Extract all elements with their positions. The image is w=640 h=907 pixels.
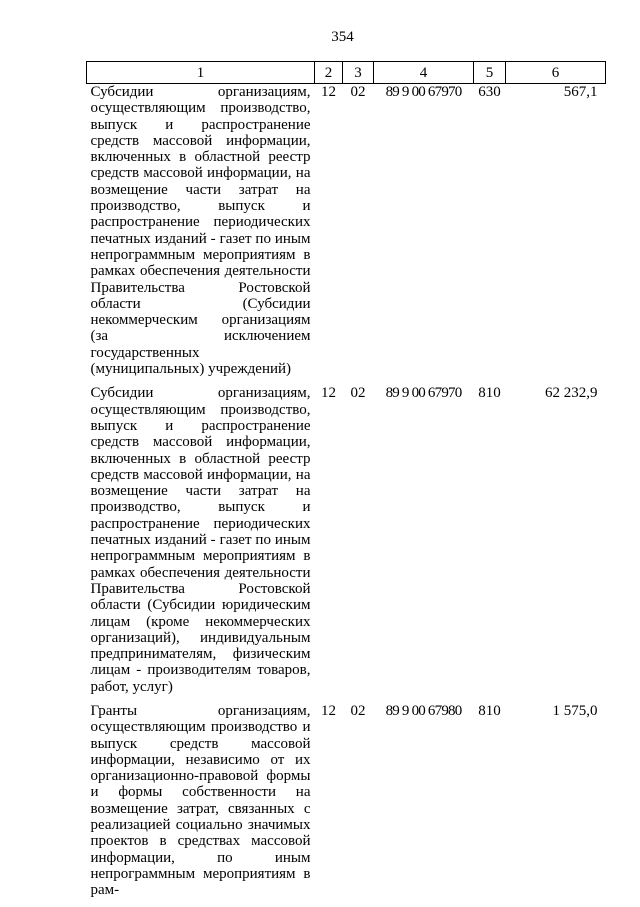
row-subsection: 02	[350, 702, 366, 719]
row-description: Субсидии организациям, осуществляющим производство, выпуск и распространение средств массовой информации, включенных в областной реестр средств массовой информации, на возмещение части затрат на производство, выпуск и распространение периодических печатных изданий - газет по иным непрограммным мероприятиям в рамках обеспечения деятельности Правительства Ростовской области (Субсидии некоммерческим организациям (за исключением государственных (муниципальных) учреждений)	[90, 84, 311, 378]
row-expense-type: 630	[478, 84, 501, 100]
row-description: Гранты организациям, осуществляющим производство и выпуск средств массовой информации, независимо от их организационно-правовой формы и формы собственности на возмещение затрат, связанных с реализацией социально значимых проектов в средствах массовой информации, по иным непрограммным мероприятиям в рам-	[90, 702, 311, 899]
row-amount: 62 232,9	[545, 385, 598, 402]
row-subsection: 02	[350, 385, 366, 402]
row-target-code: 89 9 00 67980	[385, 702, 462, 719]
column-header-6: 6	[506, 62, 606, 84]
row-target-code: 89 9 00 67970	[385, 84, 462, 100]
column-header-5: 5	[474, 62, 506, 84]
page-number: 354	[331, 29, 354, 45]
table-row	[87, 703, 606, 907]
row-expense-type: 810	[478, 385, 501, 402]
row-section: 12	[321, 702, 336, 719]
table-header-row	[87, 62, 606, 84]
budget-table	[86, 61, 606, 907]
column-header-3: 3	[343, 62, 374, 84]
row-subsection: 02	[350, 84, 366, 100]
column-header-4: 4	[374, 62, 474, 84]
row-section: 12	[321, 385, 336, 402]
row-target-code: 89 9 00 67970	[385, 385, 462, 402]
column-header-2: 2	[315, 62, 343, 84]
row-description: Субсидии организациям, осуществляющим производство, выпуск и распространение средств массовой информации, включенных в областной реестр средств массовой информации, на возмещение части затрат на производство, выпуск и распространение периодических печатных изданий - газет по иным непрограммным мероприятиям в рамках обеспечения деятельности Правительства Ростовской области (Субсидии юридическим лицам (кроме некоммерческих организаций), индивидуальным предпринимателям, физическим лицам - производителям товаров, работ, услуг)	[90, 385, 311, 695]
column-header-1: 1	[87, 62, 315, 84]
table-row	[87, 385, 606, 703]
row-amount: 567,1	[563, 84, 598, 100]
table-row	[87, 84, 606, 386]
row-expense-type: 810	[478, 702, 501, 719]
row-amount: 1 575,0	[552, 702, 598, 719]
row-section: 12	[321, 84, 336, 100]
